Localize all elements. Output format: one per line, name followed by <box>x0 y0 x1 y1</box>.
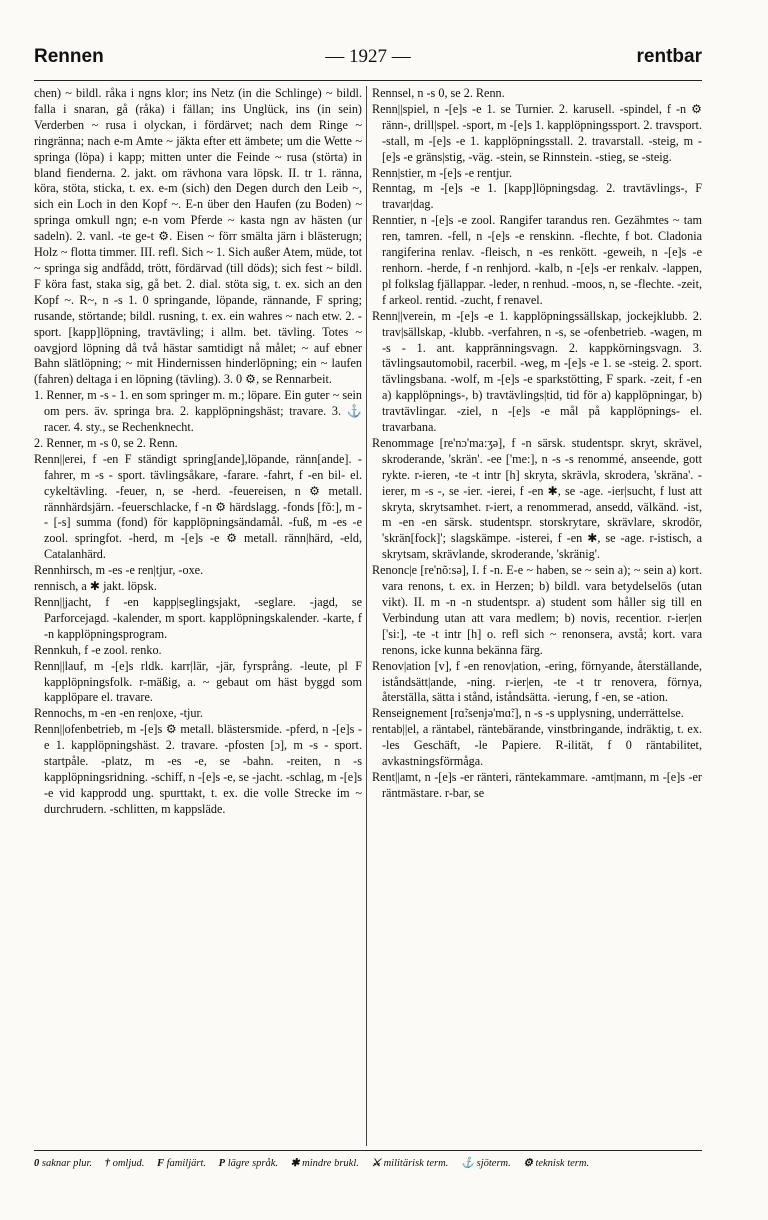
legend-text: omljud. <box>112 1158 145 1169</box>
legend-item <box>34 1158 92 1169</box>
legend-symbol: ⚓ <box>460 1158 475 1169</box>
legend-text: teknisk term. <box>535 1158 590 1169</box>
legend-symbol: 0 <box>34 1158 40 1169</box>
entry-paragraph: Renseignement [rɑ̃:senjə'mɑ̃:], n -s -s upplysning, underrättelse. <box>372 706 684 721</box>
legend-symbol: ⚔ <box>371 1158 381 1169</box>
entry-paragraph: Renn||lauf, m -[e]s rldk. karr|lär, -jär, fyrsprång. -leute, pl F kapplöpningsfolk. r-mäßig, a. ~ gebaut om häst byggd som kapplöpare el. travare. <box>34 658 362 705</box>
page-header <box>34 46 702 74</box>
legend-item <box>105 1158 145 1169</box>
legend-item <box>291 1158 359 1169</box>
legend-symbol: F <box>156 1158 164 1169</box>
legend-text: familjärt. <box>166 1158 207 1169</box>
entry-paragraph: Rennochs, m -en -en ren|oxe, -tjur. <box>34 706 203 721</box>
right-headword: rentbar <box>636 46 702 67</box>
entry-paragraph: Rennkuh, f -e zool. renko. <box>34 642 162 657</box>
entry-paragraph: chen) ~ bildl. råka i ngns klor; ins Netz (in die Schlinge) ~ bildl. falla i snaran, gå (råka) i fällan; ins Unglück, ins (in sein) Verderben ~ rusa i olyckan, i fördärvet; nach dem Ringe ~ ringränna; nach e-m Amte ~ jäkta efter ett ämbete; um die Wette ~ springa (löpa) i kapp; mitten unter die Feinde ~ rusa (störta) in bland fienderna. 2. jakt. om rävhona vara löpsk. II. tr 1. ränna, köra, stöta, sticka, t. ex. e-m (sich) den Degen durch den Leib ~, sich ein Loch in den Kopf ~. E-n über den Haufen (zu Boden) ~ springa omkull ngn; e-n vom Pferde ~ kasta ngn av hästen (ur sadeln). 2. vanl. -te ge-t ⚙. Eisen ~ förr smälta järn i blästerugn; Holz ~ flotta timmer. III. refl. Sich ~ 1. Sich außer Atem, müde, tot ~ springa sig andfådd, trött, fördärvad (till döds); sich fest ~ bildl. F köra fast, staka sig, gå bet. 2. dial. stöta sig, t. ex. sich an den Kopf ~. R~, n -s 1. 0 springande, löpande, rännande, F spring; rusande, störtande; bildl. rusning, t. ex. ein wahres ~ nach etw. 2. - sport. [kapp]löpning, travtävling; i allm. bet. tävling. Totes ~ oavgjord löpning då två hästar samtidigt nå målet; ~ auf ebner Bahn slätlöpning; ~ mit Hindernissen hinderlöpning; ein ~ laufen (fahren) deltaga i en löpning (tävling). 3. 0 ⚙, se Rennarbeit. <box>34 86 362 387</box>
column-divider <box>366 86 367 1146</box>
legend-text: sjöterm. <box>476 1158 511 1169</box>
entry-paragraph: Renov|ation [v], f -en renov|ation, -ering, förnyande, återställande, iståndsätt|ande, -ning. r-ier|en, -te -t tr renovera, förnya, återställa, sätta i stånd, iståndsätta. -ierung, f -en, se -ation. <box>372 658 702 705</box>
entry-paragraph: Renntag, m -[e]s -e 1. [kapp]löpningsdag. 2. travtävlings-, F travar|dag. <box>372 181 702 212</box>
legend-item <box>157 1158 206 1169</box>
entry-paragraph: 2. Renner, m -s 0, se 2. Renn. <box>34 435 178 450</box>
left-headword: Rennen <box>34 46 104 67</box>
left-column <box>34 86 362 1146</box>
entry-paragraph: Renn||ofenbetrieb, m -[e]s ⚙ metall. blästersmide. -pferd, n -[e]s -e 1. kapplöpningshäst. 2. travare. -pfosten [ɔ], m -s - sport. startpåle. -platz, m -es -e, se -bahn. -reiten, n -s kapplöpningsridning. -schiff, n -[e]s -e, se -jacht. -schlag, m -[e]s -e vid kapprodd ung. spurttakt, t. ex. die volle Strecke im ~ durchrudern. -schlitten, m kappsläde. <box>34 722 362 816</box>
legend-symbol: P <box>218 1158 226 1169</box>
entry-paragraph: Renn||erei, f -en F ständigt spring[ande],löpande, ränn[ande]. -fahrer, m -s - sport. tävlingsåkare, -farare. -fahrt, f -en bil- el. cykeltävling. -feuer, n, se -herd. -feuereisen, n ⚙ metall. rännhärdsjärn. -feuerschlacke, f -n ⚙ härdslagg. -fonds [fõ:], m - - [-s] summa (fond) för kapplöpningsändamål. -fuß, m -es -e zool. springfot. -herd, m -[e]s -e ⚙ metall. ränn|härd, -eld, Catalanhärd. <box>34 451 362 562</box>
legend-symbol: ⚙ <box>523 1158 533 1169</box>
legend-text: mindre brukl. <box>302 1158 359 1169</box>
page-number: — 1927 — <box>325 46 411 67</box>
legend-item <box>461 1158 511 1169</box>
legend-text: militärisk term. <box>383 1158 449 1169</box>
entry-paragraph: Rennsel, n -s 0, se 2. Renn. <box>372 86 505 100</box>
legend-text: lägre språk. <box>227 1158 279 1169</box>
entry-paragraph: Renntier, n -[e]s -e zool. Rangifer tarandus ren. Gezähmtes ~ tam ren, tamren. -fell, n -[e]s -e renskinn. -flechte, f bot. Cladonia rangiferina renlav. -fleisch, n -es renkött. -geweih, n -[e]s -e renhorn. -herde, f -n renhjord. -kalb, n -[e]s -er renkalv. -lappen, pl folkslag fjällappar. -leder, n renhud. -moos, n, se -flechte. -zeit, f arkeol. rentid. -zucht, f renavel. <box>372 213 702 307</box>
footer-rule <box>34 1150 702 1151</box>
entry-paragraph: Rennhirsch, m -es -e ren|tjur, -oxe. <box>34 563 204 578</box>
legend-text: saknar plur. <box>41 1158 93 1169</box>
entry-paragraph: Renn||jacht, f -en kapp|seglingsjakt, -seglare. -jagd, se Parforcejagd. -kalender, m sport. kapplöpningskalender. -karte, f -n kapplöpningsprogram. <box>34 595 362 641</box>
entry-paragraph: 1. Renner, m -s - 1. en som springer m. m.; löpare. Ein guter ~ sein om pers. äv. springa bra. 2. kapplöpningshäst; travare. 3. ⚓ racer. 4. sty., se Rechenknecht. <box>34 388 362 435</box>
entry-paragraph: Renonc|e [re'nõ:sə], I. f -n. E-e ~ haben, se ~ sein a); ~ sein a) kort. vara renons, t. ex. in Herzen; b) bildl. vara betydelselös (utan vikt). II. m -n -n studentspr. a) student som håller sig till en Verbindung utan att vara medlem; b) novis, recentior. r-ier|en ['si:], -te -t intr [h] o. refl sich ~ renonsera, avstå; kort. vara renons, icke kunna bekänna färg. <box>372 563 702 657</box>
entry-paragraph: rennisch, a ✱ jakt. löpsk. <box>34 579 157 594</box>
entry-paragraph: Renn||spiel, n -[e]s -e 1. se Turnier. 2. karusell. -spindel, f -n ⚙ ränn-, drill|spel. -sport, m -[e]s 1. kapplöpningssport. 2. travsport. -stall, m -[e]s -e 1. kapplöpningsstall. 2. travarstall. -steig, m -[e]s -e gräns|stig, -väg. -stein, se Rinnstein. -stieg, se -steig. <box>372 101 702 164</box>
legend-symbol: † <box>104 1158 110 1169</box>
entry-paragraph: Rent||amt, n -[e]s -er ränteri, räntekammare. -amt|mann, m -[e]s -er räntmästare. r-bar, se <box>372 769 702 800</box>
entry-paragraph: Renn|stier, m -[e]s -e rentjur. <box>372 165 513 180</box>
legend-item <box>219 1158 278 1169</box>
header-rule <box>34 80 702 81</box>
right-column <box>372 86 702 1146</box>
entry-paragraph: rentab||el, a räntabel, räntebärande, vinstbringande, indräktig, t. ex. -les Geschäft, -le Papiere. R-ilität, f 0 räntabilitet, avkastningsförmåga. <box>372 722 702 769</box>
legend-item <box>372 1158 449 1169</box>
legend-symbol: ✱ <box>290 1158 300 1169</box>
entry-paragraph: Renn||verein, m -[e]s -e 1. kapplöpningssällskap, jockejklubb. 2. trav|sällskap, -klubb. -verfahren, n -s, se -ofenbetrieb. -wagen, m -s - 1. ant. kappränningsvagn. 2. kappkörningsvagn. 3. tävlingsautomobil, racerbil. -weg, m -[e]s -e 1. se -steig. 2. sport. tävlingsbana. -wolf, m -[e]s -e sparkstötting, F spark. -zeit, f -en a) kapplöpnings-, b) travtävlings|tid, tid för a) kapplöpningar, b) travtävlingar. -ziel, n -[e]s -e mål på kapplöpnings- el. travarbana. <box>372 308 702 435</box>
entry-paragraph: Renommage [re'nɔ'ma:ʒə], f -n särsk. studentspr. skryt, skrävel, skroderande, 'skrän'. -ee ['me:], n -s -s renommé, anseende, gott rykte. r-ieren, -te -t intr [h] skryta, skrävla, skrodera, 'skräna'. -ierer, m -s -, se -ier. -ierei, f -en ✱, se -age. -ier|sucht, f lust att skryta, skrytsamhet. r-iert, a renommerad, ansedd, välkänd. -ist, m -en -en särsk. studentspr. storskrytare, skrävlare, skrodör, 'skrän[fock]'; slagskämpe. -isterei, f -en ✱, se -age. r-istisch, a skrytsam, skrävlande, skroderande, 'skränig'. <box>372 435 702 562</box>
abbreviation-legend <box>34 1156 702 1169</box>
legend-item <box>523 1158 589 1169</box>
